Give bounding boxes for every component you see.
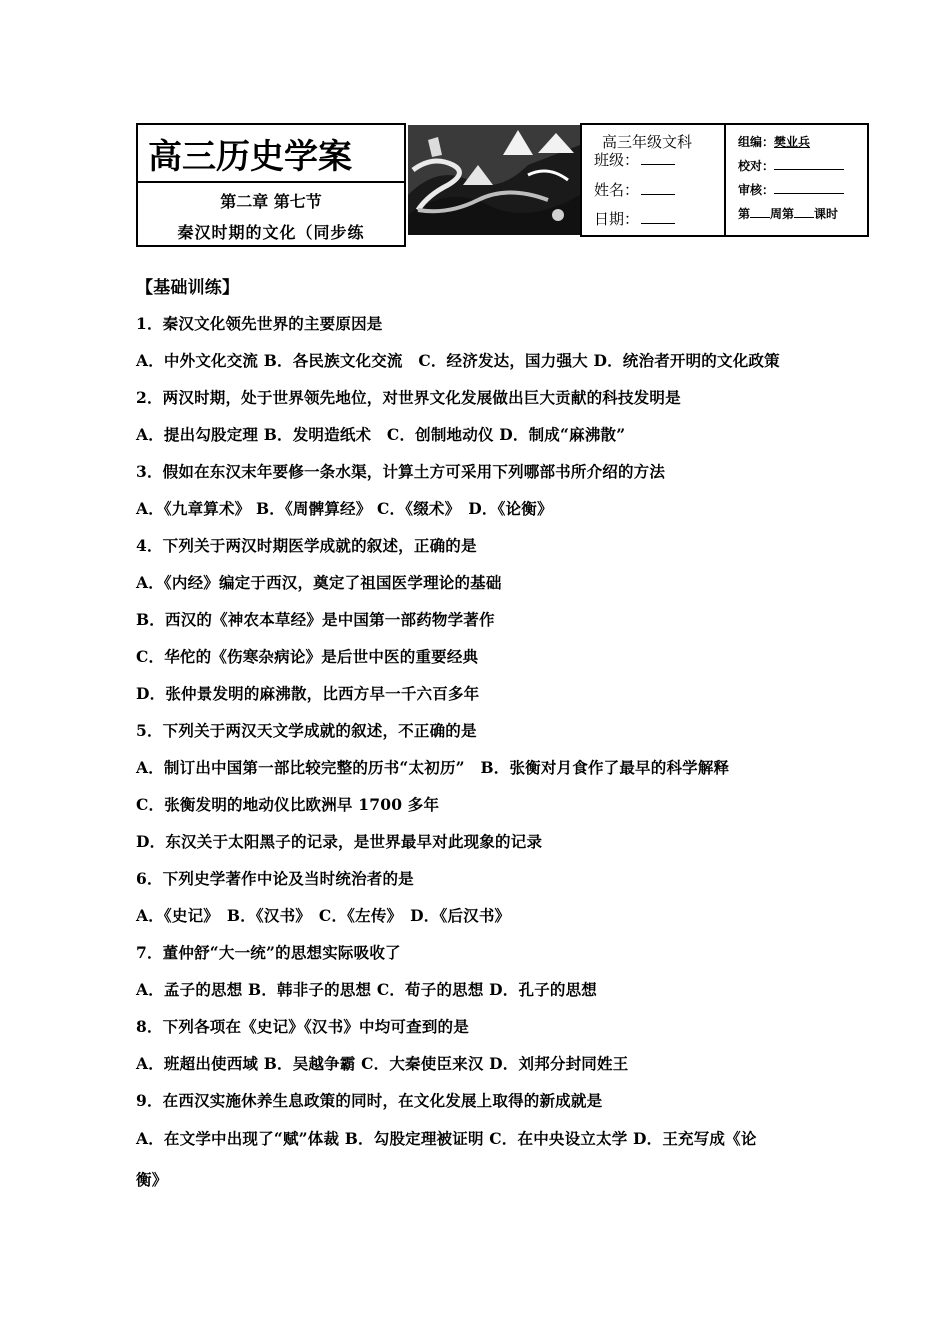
lesson-subtitle: 秦汉时期的文化（同步练 — [177, 223, 365, 242]
editor-info-box — [724, 123, 869, 237]
question-line: 8．下列各项在《史记》《汉书》中均可查到的是 — [136, 1017, 469, 1036]
student-info-box — [580, 123, 726, 237]
question-line: 1．秦汉文化领先世界的主要原因是 — [136, 314, 383, 333]
options-line-continued: 衡》 — [136, 1170, 168, 1189]
date-field[interactable]: 日期： — [594, 208, 675, 229]
options-line: A．孟子的思想 B．韩非子的思想 C．荀子的思想 D．孔子的思想 — [136, 980, 597, 999]
options-line: A．中外文化交流 B．各民族文化交流 C．经济发达，国力强大 D．统治者开明的文化政策 — [136, 351, 780, 370]
class-field[interactable]: 班级： — [594, 149, 675, 170]
question-line: 4．下列关于两汉时期医学成就的叙述，正确的是 — [136, 536, 477, 555]
question-line: 6．下列史学著作中论及当时统治者的是 — [136, 869, 414, 888]
options-line: A．《九章算术》 B．《周髀算经》 C．《缀术》 D．《论衡》 — [136, 499, 553, 518]
chapter-box — [136, 183, 406, 247]
question-line: 3．假如在东汉末年要修一条水渠，计算土方可采用下列哪部书所介绍的方法 — [136, 462, 666, 481]
week-period-row: 第 周第 课时 — [738, 207, 839, 221]
options-line: A．班超出使西域 B．吴越争霸 C．大秦使臣来汉 D．刘邦分封同姓王 — [136, 1054, 629, 1073]
question-line: 9．在西汉实施休养生息政策的同时，在文化发展上取得的新成就是 — [136, 1091, 603, 1110]
option-line: A．《内经》编定于西汉，奠定了祖国医学理论的基础 — [136, 573, 502, 592]
name-field[interactable]: 姓名： — [594, 179, 675, 200]
option-line: D．张仲景发明的麻沸散，比西方早一千六百多年 — [136, 684, 480, 703]
option-line: C．张衡发明的地动仪比欧洲早 1700 多年 — [136, 795, 440, 814]
chapter-label: 第二章 第七节 — [220, 192, 322, 211]
proofreader-row: 校对： — [738, 157, 844, 174]
options-line: A．《史记》 B．《汉书》 C．《左传》 D．《后汉书》 — [136, 906, 511, 925]
options-line: A．制订出中国第一部比较完整的历书“太初历” B．张衡对月食作了最早的科学解释 — [136, 758, 730, 777]
question-line: 5．下列关于两汉天文学成就的叙述，不正确的是 — [136, 721, 477, 740]
option-line: D．东汉关于太阳黑子的记录，是世界最早对此现象的记录 — [136, 832, 543, 851]
editor-row: 组编：樊业兵 — [738, 135, 811, 149]
great-wall-illustration — [408, 125, 580, 235]
grade-label: 高三年级文科 — [602, 133, 693, 151]
document-title: 高三历史学案 — [136, 123, 406, 183]
option-line: B．西汉的《神农本草经》是中国第一部药物学著作 — [136, 610, 495, 629]
section-title: 【基础训练】 — [136, 278, 240, 298]
options-line: A．提出勾股定理 B．发明造纸术 C．创制地动仪 D．制成“麻沸散” — [136, 425, 626, 444]
question-line: 7．董仲舒“大一统”的思想实际吸收了 — [136, 943, 401, 962]
reviewer-row: 审核： — [738, 181, 844, 198]
options-line: A．在文学中出现了“赋”体裁 B．勾股定理被证明 C．在中央设立太学 D．王充写成《论 — [136, 1129, 757, 1148]
question-line: 2．两汉时期，处于世界领先地位，对世界文化发展做出巨大贡献的科技发明是 — [136, 388, 681, 407]
option-line: C．华佗的《伤寒杂病论》是后世中医的重要经典 — [136, 647, 479, 666]
